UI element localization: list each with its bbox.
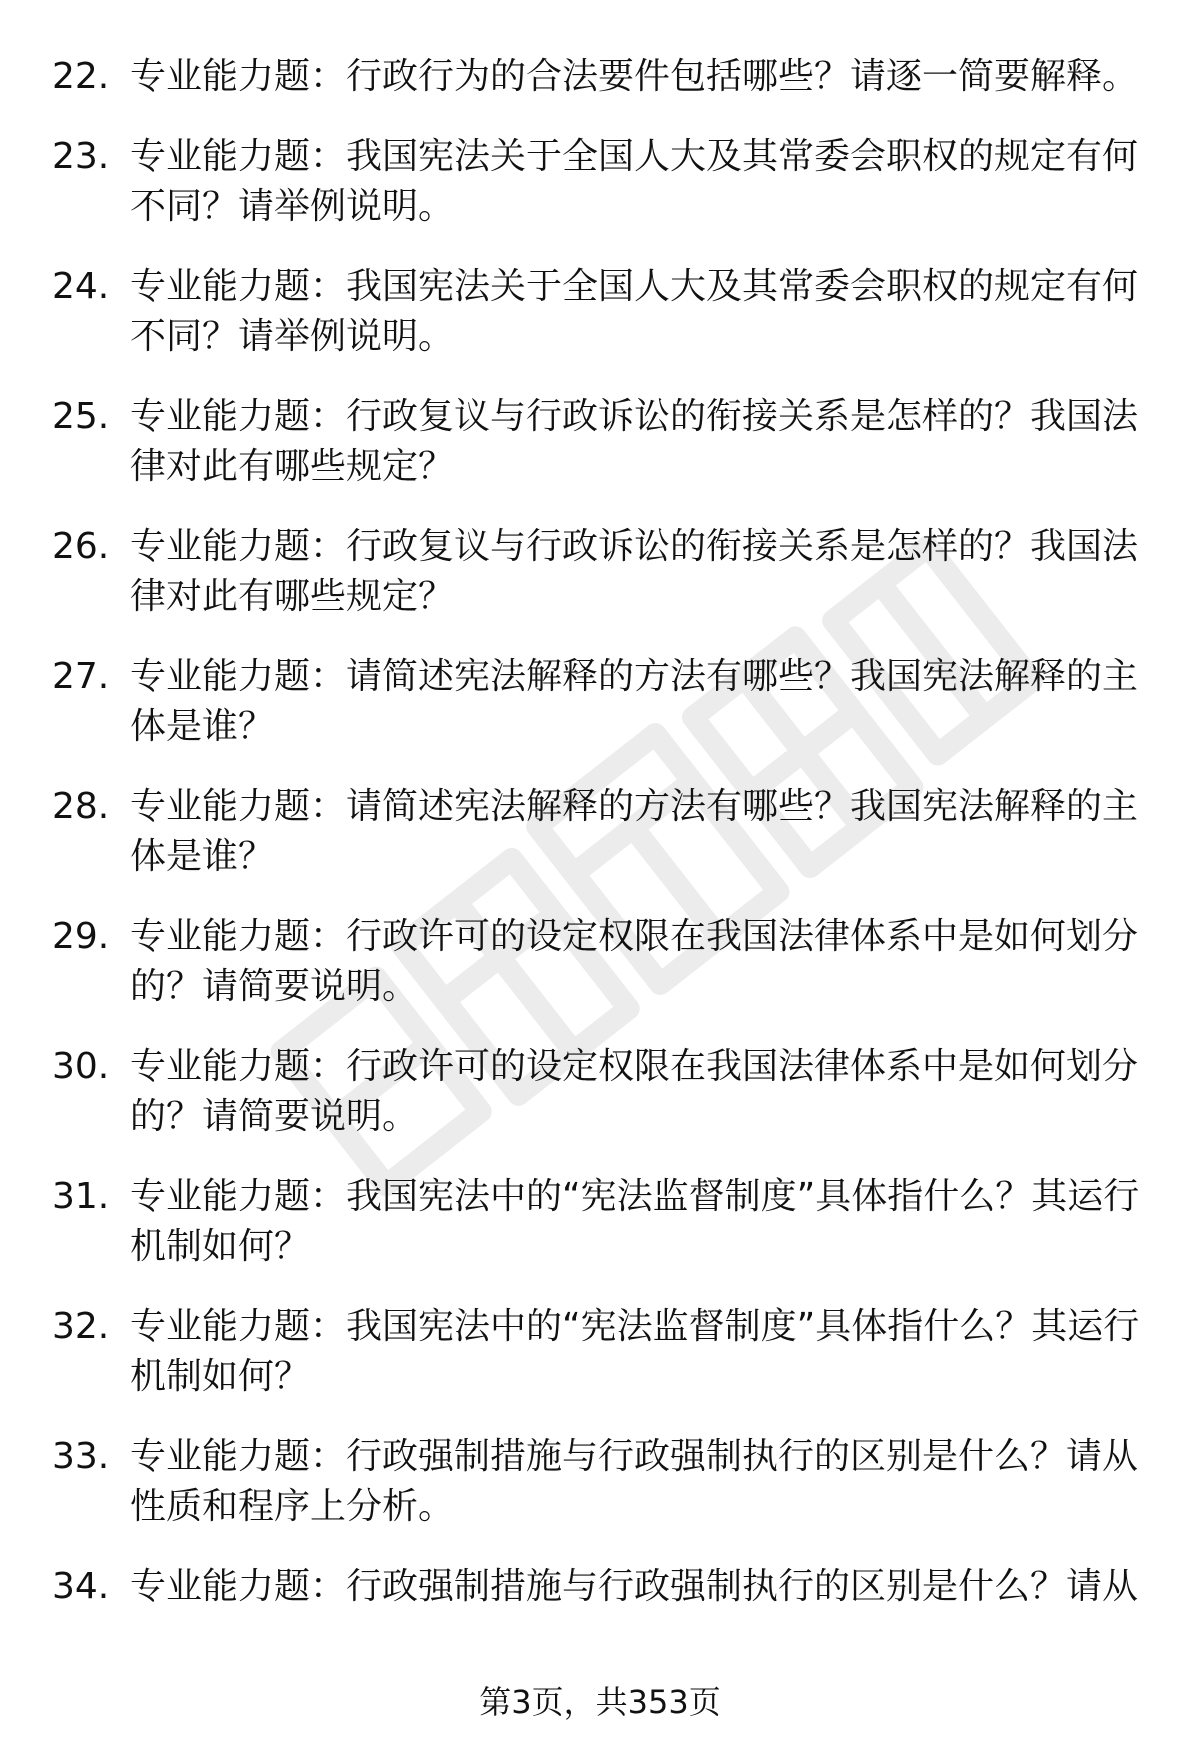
question-item	[0, 912, 1200, 1012]
question-number: 30.	[52, 1046, 110, 1087]
question-text: 专业能力题：请简述宪法解释的方法有哪些？我国宪法解释的主体是谁？	[130, 656, 1139, 747]
page-number-label: 第3页，共353页	[479, 1683, 721, 1721]
question-text: 专业能力题：我国宪法中的“宪法监督制度”具体指什么？其运行机制如何？	[130, 1306, 1140, 1397]
page-footer	[0, 1680, 1200, 1724]
question-text: 专业能力题：行政许可的设定权限在我国法律体系中是如何划分的？请简要说明。	[130, 916, 1139, 1007]
question-text: 专业能力题：我国宪法关于全国人大及其常委会职权的规定有何不同？请举例说明。	[130, 136, 1139, 227]
question-number: 22.	[52, 56, 110, 97]
question-number: 24.	[52, 266, 110, 307]
question-item	[0, 1172, 1200, 1272]
question-number: 34.	[52, 1566, 110, 1607]
question-text: 专业能力题：我国宪法中的“宪法监督制度”具体指什么？其运行机制如何？	[130, 1176, 1140, 1267]
question-text: 专业能力题：行政复议与行政诉讼的衔接关系是怎样的？我国法律对此有哪些规定？	[130, 526, 1139, 617]
question-item	[0, 262, 1200, 362]
question-number: 29.	[52, 916, 110, 957]
question-number: 27.	[52, 656, 110, 697]
question-number: 26.	[52, 526, 110, 567]
question-number: 31.	[52, 1176, 110, 1217]
question-item	[0, 782, 1200, 882]
question-item	[0, 1432, 1200, 1532]
question-number: 33.	[52, 1436, 110, 1477]
question-item	[0, 522, 1200, 622]
question-item	[0, 1562, 1200, 1612]
question-text: 专业能力题：行政行为的合法要件包括哪些？请逐一简要解释。	[130, 56, 1139, 97]
question-text: 专业能力题：请简述宪法解释的方法有哪些？我国宪法解释的主体是谁？	[130, 786, 1139, 877]
question-list	[0, 52, 1200, 1642]
question-item	[0, 1302, 1200, 1402]
question-text: 专业能力题：行政许可的设定权限在我国法律体系中是如何划分的？请简要说明。	[130, 1046, 1139, 1137]
question-number: 28.	[52, 786, 110, 827]
question-text: 专业能力题：我国宪法关于全国人大及其常委会职权的规定有何不同？请举例说明。	[130, 266, 1139, 357]
question-item	[0, 1042, 1200, 1142]
question-item	[0, 392, 1200, 492]
question-item	[0, 52, 1200, 102]
question-text: 专业能力题：行政强制措施与行政强制执行的区别是什么？请从	[130, 1566, 1139, 1607]
question-item	[0, 132, 1200, 232]
question-text: 专业能力题：行政复议与行政诉讼的衔接关系是怎样的？我国法律对此有哪些规定？	[130, 396, 1139, 487]
question-number: 25.	[52, 396, 110, 437]
question-text: 专业能力题：行政强制措施与行政强制执行的区别是什么？请从性质和程序上分析。	[130, 1436, 1139, 1527]
question-item	[0, 652, 1200, 752]
question-number: 32.	[52, 1306, 110, 1347]
question-number: 23.	[52, 136, 110, 177]
